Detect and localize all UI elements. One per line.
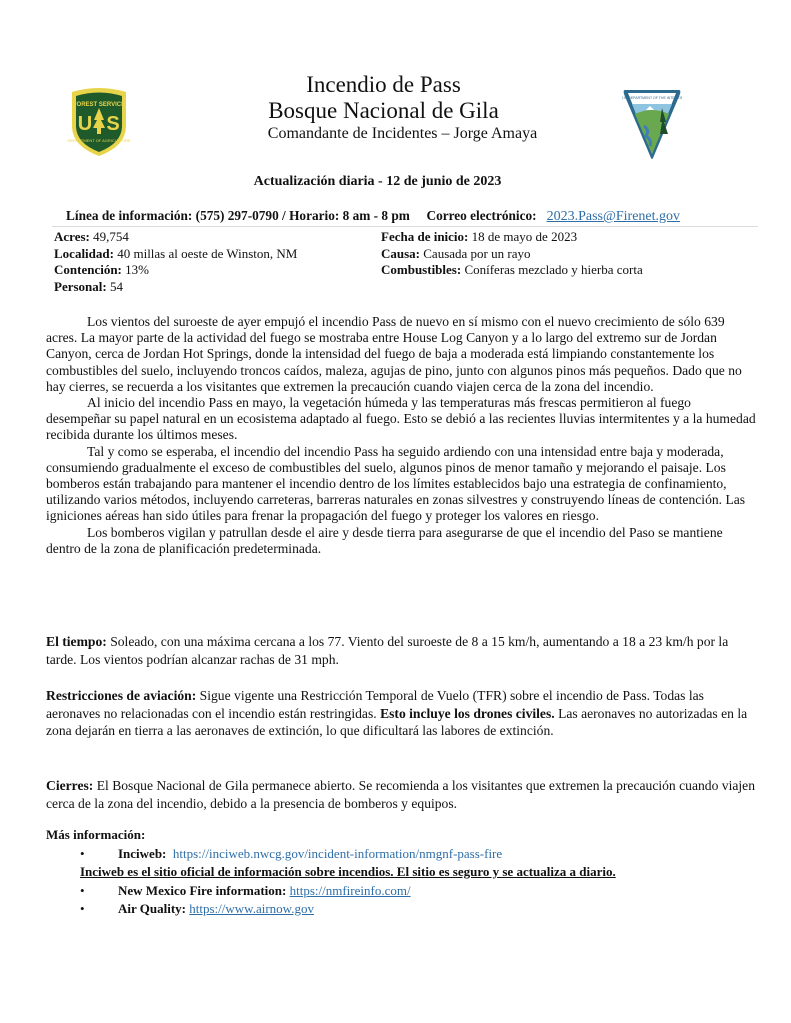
nmfireinfo-link[interactable]: https://nmfireinfo.com/ bbox=[289, 882, 411, 898]
fire-facts-left bbox=[54, 229, 297, 295]
document-title: Incendio de Pass bbox=[306, 72, 461, 97]
incident-commander: Comandante de Incidentes – Jorge Amaya bbox=[267, 125, 538, 142]
aviation-drones-warning: Esto incluye los drones civiles. bbox=[380, 705, 555, 721]
paragraph: Al inicio del incendio Pass en mayo, la vegetación húmeda y las temperaturas más frescas permitieron al fuego desempeñar su papel natural en un ecosistema adaptado al fuego. Esto se debió a las recientes lluvias intermitentes y a la humedad recibida durante los últimos meses. bbox=[46, 395, 756, 443]
fire-facts-right bbox=[381, 229, 643, 279]
airnow-link[interactable]: https://www.airnow.gov bbox=[189, 901, 314, 916]
svg-text:DEPARTMENT OF AGRICULTURE: DEPARTMENT OF AGRICULTURE bbox=[67, 138, 131, 143]
fact-containment: Contención: 13% bbox=[54, 262, 149, 277]
weather-label: El tiempo: bbox=[46, 634, 107, 649]
more-info-list-2 bbox=[46, 882, 616, 919]
email-label: Correo electrónico: bbox=[426, 208, 537, 223]
narrative-body bbox=[46, 314, 758, 557]
svg-text:U.S. DEPARTMENT OF THE INTERIO: U.S. DEPARTMENT OF THE INTERIOR bbox=[622, 96, 682, 100]
inciweb-link[interactable]: https://inciweb.nwcg.gov/incident-information/nmgnf-pass-fire bbox=[172, 845, 503, 861]
list-item-inciweb: • Inciweb: https://inciweb.nwcg.gov/incident-information/nmgnf-pass-fire bbox=[80, 845, 616, 864]
fact-personnel: Personal: 54 bbox=[54, 278, 123, 294]
closures-section bbox=[46, 777, 758, 812]
fact-fuels: Combustibles: Coníferas mezclado y hierba corta bbox=[381, 262, 643, 277]
daily-update-date: Actualización diaria - 12 de junio de 2023 bbox=[253, 174, 502, 189]
closures-text: El Bosque Nacional de Gila permanece abierto. Se recomienda a los visitantes que extremen la precaución cuando viajen cerca de la zona del incendio, debido a la presencia de bomberos y equipos. bbox=[46, 778, 756, 811]
info-line bbox=[66, 208, 680, 225]
bullet-icon: • bbox=[80, 901, 85, 916]
forest-name: Bosque Nacional de Gila bbox=[268, 98, 499, 123]
bullet-icon: • bbox=[80, 882, 85, 898]
aviation-label: Restricciones de aviación: bbox=[46, 688, 197, 703]
paragraph: Los vientos del suroeste de ayer empujó el incendio Pass de nuevo en sí mismo con el nuevo crecimiento de sólo 639 acres. La mayor parte de la actividad del fuego se mostraba entre House Log Canyon y a lo largo del extremo sur de Jordan Canyon, cerca de Jordan Hot Springs, donde la intensidad del fuego de baja a moderada está limpiando constantemente los combustibles del suelo, incluyendo troncos caídos, maleza, agujas de pino, junto con algunos pinos más pequeños. Dado que no hay cierres, se recuerda a los visitantes que extremen la precaución cuando viajen cerca de la zona del incendio. bbox=[46, 314, 742, 394]
fact-acres: Acres: 49,754 bbox=[54, 229, 129, 244]
fact-start-date: Fecha de inicio: 18 de mayo de 2023 bbox=[381, 229, 578, 244]
svg-text:FOREST SERVICE: FOREST SERVICE bbox=[72, 102, 126, 108]
weather-text: Soleado, con una máxima cercana a los 77. Viento del suroeste de 8 a 15 km/h, aumentando a 18 a 23 km/h por la tarde. Los vientos podrían alcanzar rachas de 31 mph. bbox=[46, 634, 729, 667]
document-header bbox=[0, 72, 791, 144]
weather-section bbox=[46, 633, 758, 668]
info-phone-hours: Línea de información: (575) 297-0790 / Horario: 8 am - 8 pm bbox=[66, 208, 410, 223]
inciweb-note: Inciweb es el sitio oficial de información sobre incendios. El sitio es seguro y se actualiza a diario. bbox=[80, 864, 616, 879]
separator-line bbox=[52, 226, 758, 227]
aviation-section bbox=[46, 687, 758, 740]
more-info-list bbox=[46, 845, 616, 864]
svg-text:U: U bbox=[77, 113, 93, 135]
email-link[interactable]: 2023.Pass@Firenet.gov bbox=[546, 209, 681, 224]
more-info-heading: Más información: bbox=[46, 827, 146, 842]
list-item-air-quality: • Air Quality: https://www.airnow.gov bbox=[80, 900, 616, 919]
aviation-text: Sigue vigente una Restricción Temporal de Vuelo (TFR) sobre el incendio de Pass. Todas las aeronaves no relacionadas con el incendio están restringidas. bbox=[46, 688, 704, 721]
fact-cause: Causa: Causada por un rayo bbox=[381, 245, 531, 261]
aviation-text-2: Las aeronaves no autorizadas en la zona dejarán en tierra a las aeronaves de extinción, lo que dificultará las labores de extinción. bbox=[46, 705, 748, 738]
more-info-section bbox=[46, 826, 616, 919]
closures-label: Cierres: bbox=[46, 778, 94, 793]
bullet-icon: • bbox=[80, 845, 85, 861]
fact-location: Localidad: 40 millas al oeste de Winston, NM bbox=[54, 245, 298, 261]
list-item-nm-fire-info: • New Mexico Fire information: https://nmfireinfo.com/ bbox=[80, 882, 616, 901]
paragraph: Los bomberos vigilan y patrullan desde el aire y desde tierra para asegurarse de que el incendio del Paso se mantiene dentro de la zona de planificación predeterminada. bbox=[46, 524, 723, 556]
svg-text:S: S bbox=[106, 113, 120, 135]
paragraph: Tal y como se esperaba, el incendio del incendio Pass ha seguido ardiendo con una intensidad entre baja y moderada, consumiendo gradualmente el exceso de combustibles del suelo, algunos pinos de menor tamaño y mejorando el paisaje. Los bomberos están trabajando para mantener el incendio dentro de los límites establecidos bajo una estrategia de confinamiento, utilizando varios métodos, incluyendo carreteras, barreras naturales en zonas silvestres y construyendo líneas de contención. Las igniciones aéreas han sido útiles para frenar la propagación del fuego y proteger los valores en riesgo. bbox=[46, 443, 746, 524]
